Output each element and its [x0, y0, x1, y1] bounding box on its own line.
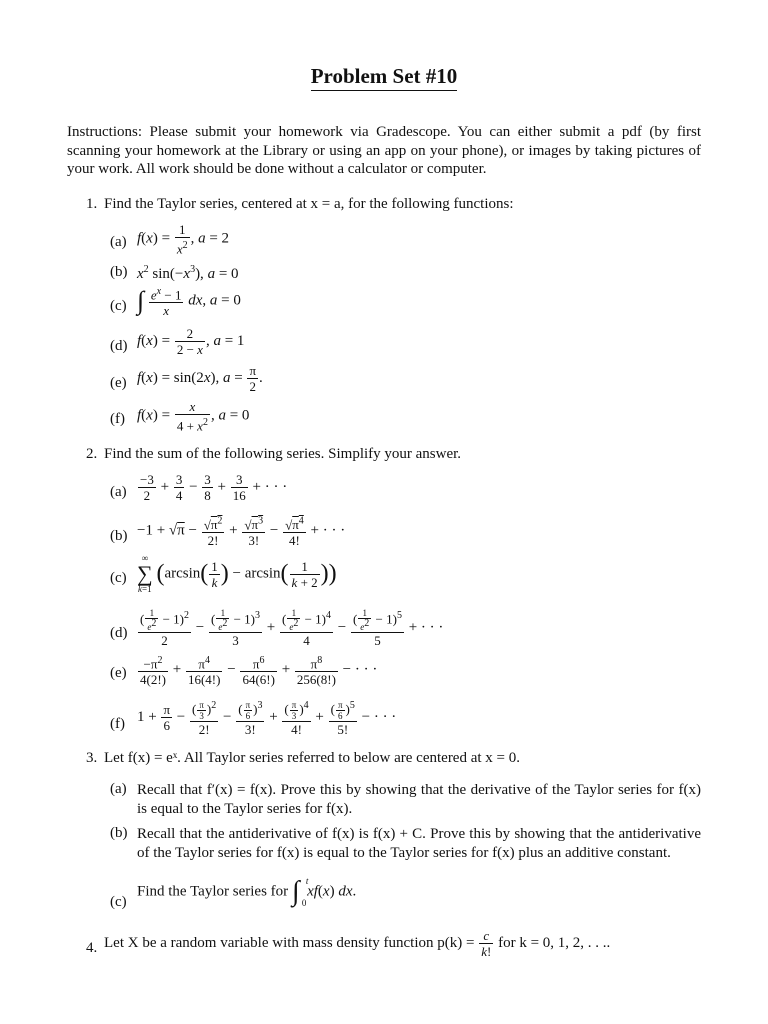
question-4-number: 4.	[86, 940, 98, 956]
q2-part-e-math: $\frac{-\pi^2}{4(2!)}$ + $\frac{\pi^4}{16(4!)}$ − $\frac{\pi^6}{64(6!)}$ + $\frac{\pi^8}{256(8!)}$ − · · ·	[140, 655, 378, 688]
q1-part-d-label: (d)	[110, 338, 128, 354]
q2-part-f-label: (f)	[110, 716, 125, 732]
q1-part-e-math: f(x) = sin(2x), a = $\frac{\pi}{2}$ .	[137, 363, 263, 394]
q3-part-c-integral: ∫ t 0	[291, 876, 309, 908]
question-1-text: Find the Taylor series, centered at x = a, for the following functions:	[104, 196, 514, 212]
q1-part-b-label: (b)	[110, 264, 128, 280]
q2-part-c-label: (c)	[110, 570, 127, 586]
page-title: Problem Set #10	[0, 64, 768, 89]
q1-part-c-math: ∫ $\frac{e^x - 1}{x}$ dx, a = 0	[137, 286, 241, 319]
question-1-number: 1.	[86, 196, 98, 212]
q3-part-c-label: (c)	[110, 894, 127, 910]
q2-part-d-label: (d)	[110, 625, 128, 641]
q2-part-a-math: $\frac{-3}{2}$ + $\frac{3}{4}$ − $\frac{3}{8}$ + $\frac{3}{16}$ + · · ·	[140, 472, 288, 503]
q1-part-e-label: (e)	[110, 375, 127, 391]
question-4-row	[104, 928, 610, 959]
q1-part-a-math: f(x) = $\frac{1}{x^2}$ , a = 2	[137, 222, 230, 257]
q3-part-b-text: Recall that the antiderivative of f(x) is f(x) + C. Prove this by showing that the antiderivative of the Taylor series for f(x) is equal to the Taylor series for f(x) plus an additive constant.	[137, 826, 701, 861]
q2-part-d-math: ( $\frac{1}{e^2}$ − 1)$^2$ 2 − ( $\frac{1}{e^2}$ − 1)$^3$ 3 + ( $\frac{1}{e^2}$ − 1)$^4$ 4 − ( $\frac{1}{e^2}$ − 1)$^5$ 5 + · · ·	[140, 608, 444, 649]
question-2-number: 2.	[86, 446, 98, 462]
q1-part-f-label: (f)	[110, 411, 125, 427]
q2-part-b-math: −1 + √π − $\frac{√\pi^2}{2!}$ + $\frac{√\pi^3}{3!}$ − $\frac{√\pi^4}{4!}$ + · · ·	[137, 516, 346, 549]
question-4-tail: for k = 0, 1, 2, . . ..	[498, 934, 611, 951]
q3-part-a-text: Recall that f′(x) = f(x). Prove this by showing that the derivative of the Taylor series for f(x) is equal to the Taylor series for f(x).	[137, 782, 701, 817]
q2-part-e-label: (e)	[110, 665, 127, 681]
question-3-text: Let f(x) = eˣ. All Taylor series referred to below are centered at x = 0.	[104, 750, 521, 766]
question-2-text: Find the sum of the following series. Simplify your answer.	[104, 446, 462, 462]
q1-part-c-label: (c)	[110, 298, 127, 314]
instructions-paragraph: Instructions: Please submit your homework via Gradescope. You can either submit a pdf (by first scanning your homework at the Library or using an app on your phone), or images by taking pictures of your work. All work should be done without a calculator or computer.	[67, 124, 701, 177]
q3-part-c-row: Find the Taylor series for ∫ t 0 xf(x) dx.	[137, 876, 357, 908]
q3-part-c-text: Find the Taylor series for	[137, 883, 289, 900]
q3-part-a-label: (a)	[110, 781, 127, 797]
q1-part-b-math: $x^2$ $\sin(-x^3)$, a = 0	[137, 264, 239, 282]
q2-part-a-label: (a)	[110, 484, 127, 500]
q1-part-f-math: f(x) = $\frac{x}{4 + x^2}$ , a = 0	[137, 399, 250, 434]
question-3-number: 3.	[86, 750, 98, 766]
q3-part-b-label: (b)	[110, 825, 128, 841]
question-4-text: Let X be a random variable with mass density function p(k) =	[104, 934, 475, 951]
q2-part-f-math: 1 + $\frac{\pi}{6}$ − ( $\frac{\pi}{3}$ )$^2$ 2! − ( $\frac{\pi}{6}$ )$^3$ 3! + ( $\frac{\pi}{3}$ )$^4$ 4! + ( $\frac{\pi}{6}$ )$^5$ 5! − · · ·	[137, 699, 397, 737]
q2-part-c-math: ∞ ∑ k=1 (arcsin( $\frac{1}{k}$ ) − arcsin( $\frac{1}{k + 2}$ ))	[137, 553, 337, 594]
q1-part-a-label: (a)	[110, 234, 127, 250]
q2-part-b-label: (b)	[110, 528, 128, 544]
q4-fraction: $\frac{c}{k!}$	[481, 928, 492, 959]
q1-part-d-math: f(x) = $\frac{2}{2 - x}$ , a = 1	[137, 326, 245, 357]
